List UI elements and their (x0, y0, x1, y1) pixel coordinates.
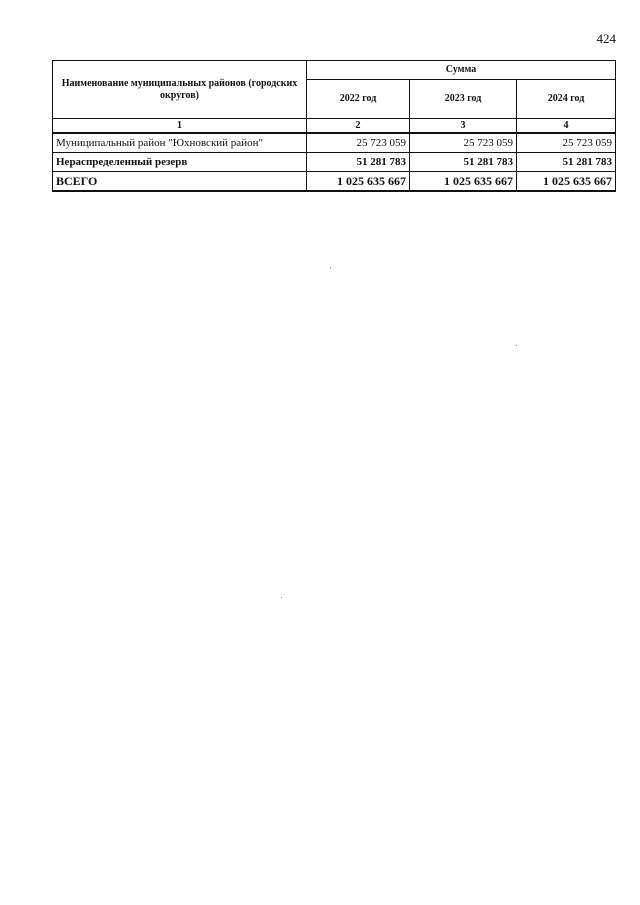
row-value-2024: 51 281 783 (517, 153, 616, 172)
table-row (53, 153, 616, 172)
row-name-reserve: Нераспределенный резерв (53, 153, 307, 172)
row-name-yukhnovsky: Муниципальный район "Юхновский район" (53, 133, 307, 153)
table-row (53, 133, 616, 153)
column-numbers-row (53, 119, 616, 134)
scan-speck (516, 345, 517, 346)
header-year-2023: 2023 год (410, 80, 517, 119)
column-number-3: 3 (410, 119, 517, 134)
budget-table (52, 60, 616, 192)
header-year-2022: 2022 год (307, 80, 410, 119)
column-number-4: 4 (517, 119, 616, 134)
row-value-2023: 25 723 059 (410, 133, 517, 153)
page-number: 424 (596, 31, 616, 46)
column-number-1: 1 (53, 119, 307, 134)
total-value-2023: 1 025 635 667 (410, 172, 517, 192)
column-number-2: 2 (307, 119, 410, 134)
total-value-2024: 1 025 635 667 (517, 172, 616, 192)
row-value-2022: 25 723 059 (307, 133, 410, 153)
header-sum-group: Сумма (307, 61, 616, 80)
total-label: ВСЕГО (53, 172, 307, 192)
scan-speck (281, 597, 282, 598)
header-name-column: Наименование муниципальных районов (городских округов) (53, 61, 307, 119)
row-value-2022: 51 281 783 (307, 153, 410, 172)
header-year-2024: 2024 год (517, 80, 616, 119)
table-header-row (53, 61, 616, 80)
total-value-2022: 1 025 635 667 (307, 172, 410, 192)
table-total-row (53, 172, 616, 192)
row-value-2023: 51 281 783 (410, 153, 517, 172)
scan-speck (330, 267, 331, 268)
row-value-2024: 25 723 059 (517, 133, 616, 153)
